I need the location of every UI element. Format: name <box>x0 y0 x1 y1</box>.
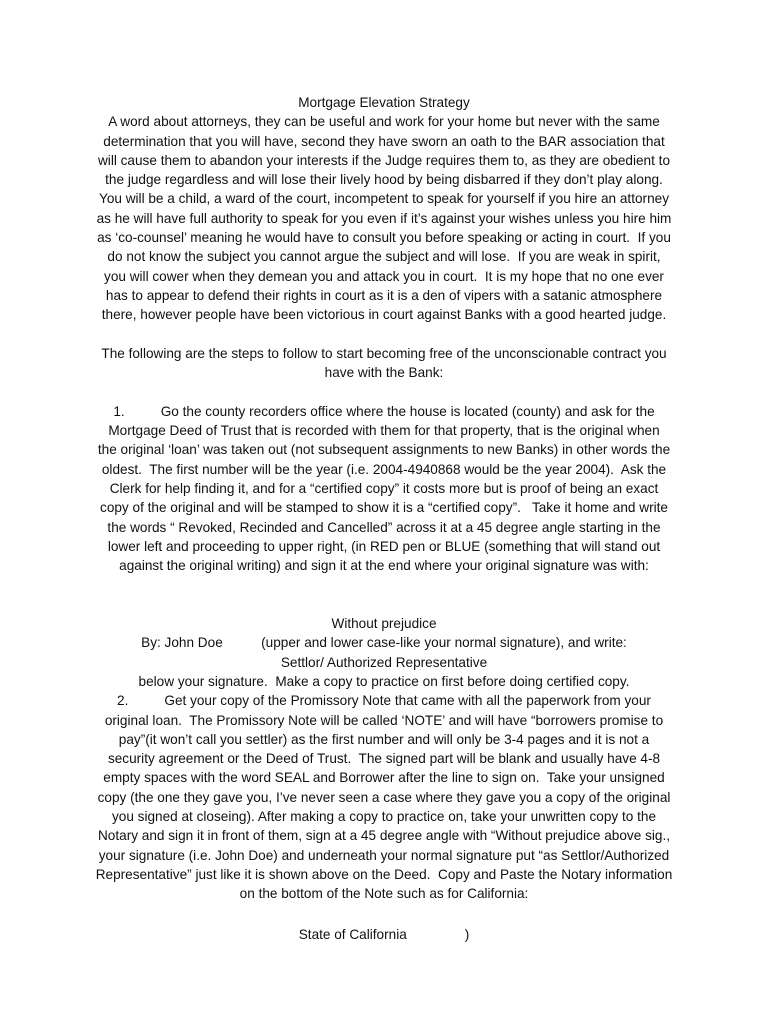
step-1-first-text: Go the county recorders office where the house is located (county) and ask for the <box>160 403 655 419</box>
steps-intro-line: have with the Bank: <box>324 365 444 381</box>
step-2-line: Notary and sign it in front of them, sign at a 45 degree angle with “Without prejudice above sig., <box>97 828 670 844</box>
settlor-text: Settlor/ Authorized Representative <box>280 654 488 670</box>
step-2-line: empty spaces with the word SEAL and Borrower after the line to sign on. Take your unsigned <box>103 770 665 786</box>
step-1-line: copy of the original and will be stamped to show it is a “certified copy”. Take it home and write <box>100 500 668 516</box>
step-2-line: copy (the one they gave you, I’ve never seen a case where they gave you a copy of the original <box>97 789 671 805</box>
state-paren: ) <box>464 926 470 942</box>
step-2 <box>86 691 682 903</box>
intro-line: as he will have full authority to speak for you even if it’s against your wishes unless you hire him <box>96 210 672 226</box>
step-2-line: original loan. The Promissory Note will be called ‘NOTE’ and will have “borrowers promise to <box>104 712 664 728</box>
signature-by-note: (upper and lower case-like your normal signature), and write: <box>261 635 627 651</box>
document-title: Mortgage Elevation Strategy <box>298 95 470 110</box>
step-2-line: on the bottom of the Note such as for California: <box>239 886 529 902</box>
intro-line: has to appear to defend their rights in court as it is a den of vipers with a satanic atmosphere <box>105 287 663 303</box>
steps-intro-paragraph <box>86 344 682 383</box>
without-prejudice-text: Without prejudice <box>331 616 437 632</box>
step-1-first-line <box>86 402 682 421</box>
step-1-line: lower left and proceeding to upper right, (in RED pen or BLUE (something that will stand out <box>107 538 661 554</box>
step-2-line: you signed at closeing). After making a copy to practice on, take your unwritten copy to the <box>111 808 657 824</box>
step-2-number: 2. <box>117 693 129 709</box>
step-1-line: against the original writing) and sign it at the end where your original signature was with: <box>119 558 649 574</box>
intro-line: determination that you will have, second they have sworn an oath to the BAR association that <box>103 133 665 149</box>
step-2-line: security agreement or the Deed of Trust. The signed part will be blank and usually have 4-8 <box>107 751 661 767</box>
document-page <box>86 93 682 944</box>
step-2-first-text: Get your copy of the Promissory Note that came with all the paperwork from your <box>164 693 651 709</box>
step-2-first-line <box>86 691 682 710</box>
step-1-line: the words “ Revoked, Recinded and Cancelled” across it at a 45 degree angle starting in the <box>107 519 661 535</box>
intro-line: will cause them to abandon your interests if the Judge requires them to, as they are obedient to <box>97 152 671 168</box>
intro-paragraph <box>86 112 682 324</box>
intro-line: do not know the subject you cannot argue the subject and will lose. If you are weak in spirit, <box>107 249 661 265</box>
intro-line: You will be a child, a ward of the court, incompetent to speak for yourself if you hire an attorney <box>99 191 669 207</box>
step-2-line: Representative” just like it is shown above on the Deed. Copy and Paste the Notary information <box>95 866 673 882</box>
signature-below-note: below your signature. Make a copy to practice on first before doing certified copy. <box>138 673 630 689</box>
step-1 <box>86 402 682 576</box>
step-2-line: your signature (i.e. John Doe) and underneath your normal signature put “as Settlor/Authorized <box>98 847 670 863</box>
state-name: State of California <box>298 926 407 942</box>
state-line <box>86 925 682 944</box>
intro-line: there, however people have been victorious in court against Banks with a good hearted judge. <box>101 307 667 323</box>
intro-line: as ‘co-counsel’ meaning he would have to consult you before speaking or acting in court. If you <box>97 230 671 246</box>
signature-by-name: By: John Doe <box>141 635 223 651</box>
signature-by-line <box>86 633 682 652</box>
steps-intro-line: The following are the steps to follow to start becoming free of the unconscionable contract you <box>101 345 667 361</box>
intro-line: you will cower when they demean you and attack you in court. It is my hope that no one ever <box>104 268 664 284</box>
spacer <box>86 575 682 614</box>
step-1-number: 1. <box>113 403 125 419</box>
step-1-line: the original ‘loan’ was taken out (not subsequent assignments to new Banks) in other words the <box>97 442 671 458</box>
step-1-line: Mortgage Deed of Trust that is recorded with them for that property, that is the original when <box>108 423 660 439</box>
step-1-line: oldest. The first number will be the year (i.e. 2004-4940868 would be the year 2004). Ask the <box>101 461 667 477</box>
spacer <box>86 325 682 344</box>
signature-block <box>86 614 682 691</box>
step-1-line: Clerk for help finding it, and for a “certified copy” it costs more but is proof of being an exact <box>109 480 659 496</box>
spacer <box>86 382 682 401</box>
intro-line: A word about attorneys, they can be useful and work for your home but never with the same <box>108 114 660 130</box>
spacer <box>86 903 682 922</box>
step-2-line: pay”(it won’t call you settler) as the first number and will only be 3-4 pages and it is not a <box>118 731 650 747</box>
intro-line: the judge regardless and will lose their lively hood by being disbarred if they don’t play along. <box>105 172 663 188</box>
